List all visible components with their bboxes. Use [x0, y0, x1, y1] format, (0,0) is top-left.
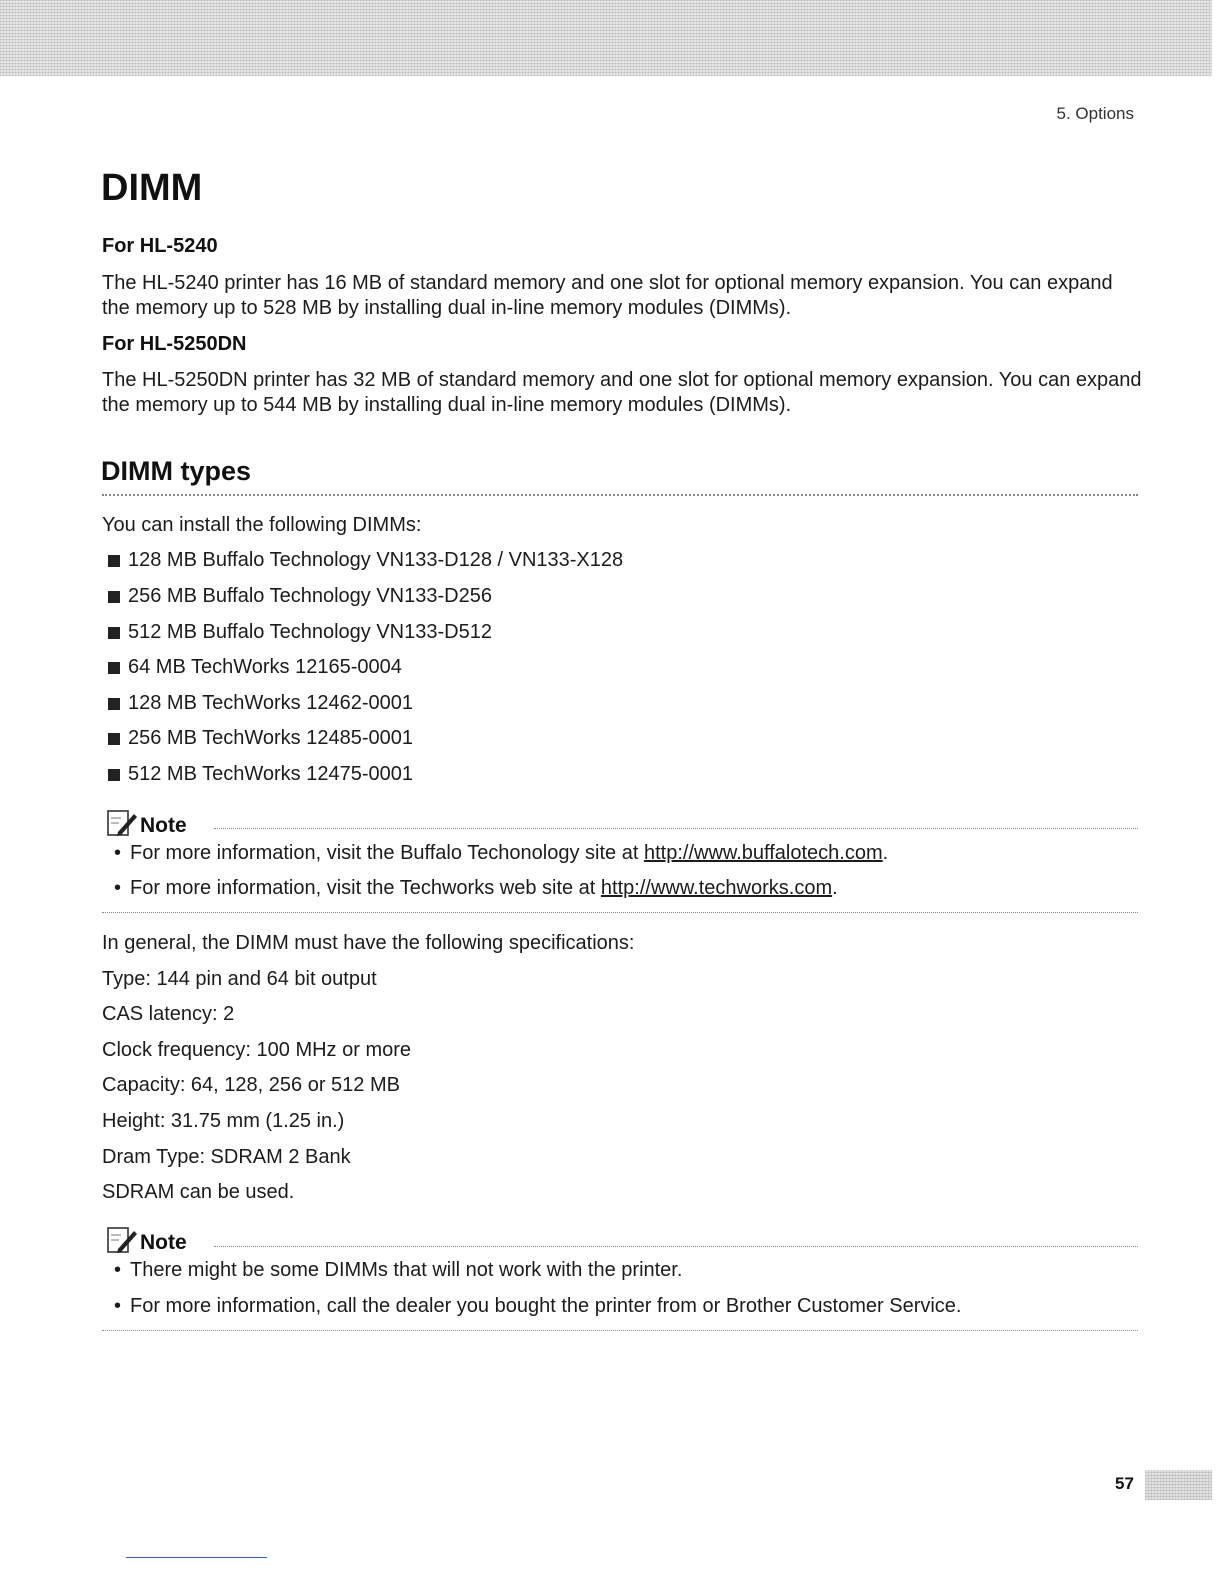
spec-line: Clock frequency: 100 MHz or more — [102, 1039, 412, 1061]
chapter-label: 5. Options — [1056, 104, 1134, 123]
spec-line: Dram Type: SDRAM 2 Bank — [102, 1146, 351, 1168]
list-item: 256 MB Buffalo Technology VN133-D256 — [108, 584, 492, 608]
spec-line: Type: 144 pin and 64 bit output — [102, 968, 377, 990]
spec-line: Height: 31.75 mm (1.25 in.) — [102, 1110, 345, 1132]
header-pattern-band — [0, 0, 1212, 76]
footer-rule — [126, 1557, 267, 1558]
note-header — [104, 1225, 187, 1255]
note-item: • For more information, call the dealer you bought the printer from or Brother Customer Service. — [114, 1295, 962, 1317]
note-label: Note — [140, 1231, 187, 1254]
spec-line: SDRAM can be used. — [102, 1181, 295, 1203]
note-item: • There might be some DIMMs that will not work with the printer. — [114, 1259, 683, 1281]
page-title: DIMM — [101, 167, 203, 209]
specs-intro: In general, the DIMM must have the following specifications: — [102, 932, 635, 954]
square-bullet-icon — [108, 555, 120, 567]
note-header — [104, 808, 187, 838]
square-bullet-icon — [108, 662, 120, 674]
techworks-link[interactable]: http://www.techworks.com — [600, 877, 833, 899]
note-dotted-rule — [214, 828, 1138, 829]
square-bullet-icon — [108, 591, 120, 603]
page-number: 57 — [1115, 1474, 1134, 1493]
page-tab-pattern — [1145, 1470, 1212, 1500]
note-label: Note — [140, 814, 187, 837]
square-bullet-icon — [108, 733, 120, 745]
hl5250dn-paragraph: The HL-5250DN printer has 32 MB of standard memory and one slot for optional memory expansion. You can expand the memory up to 544 MB by installing dual in-line memory modules (DIMMs). — [102, 369, 1142, 416]
list-item: 64 MB TechWorks 12165-0004 — [108, 655, 402, 679]
square-bullet-icon — [108, 698, 120, 710]
section-divider — [102, 494, 1138, 496]
hl5240-paragraph: The HL-5240 printer has 16 MB of standard memory and one slot for optional memory expansion. You can expand the memory up to 528 MB by installing dual in-line memory modules (DIMMs). — [102, 272, 1113, 319]
hl5240-heading: For HL-5240 — [102, 235, 218, 257]
note-pencil-icon — [104, 808, 138, 838]
dimm-types-heading: DIMM types — [101, 456, 252, 486]
square-bullet-icon — [108, 627, 120, 639]
list-item: 512 MB TechWorks 12475-0001 — [108, 762, 413, 786]
dimm-types-intro: You can install the following DIMMs: — [102, 514, 422, 536]
square-bullet-icon — [108, 769, 120, 781]
list-item: 128 MB Buffalo Technology VN133-D128 / VN133-X128 — [108, 548, 623, 572]
note-item: • For more information, visit the Buffalo Techonology site at http://www.buffalotech.com. — [114, 842, 889, 864]
list-item: 128 MB TechWorks 12462-0001 — [108, 691, 413, 715]
list-item: 512 MB Buffalo Technology VN133-D512 — [108, 620, 492, 644]
note-dotted-rule — [214, 1246, 1138, 1247]
note-end-rule — [102, 912, 1138, 913]
hl5250dn-heading: For HL-5250DN — [102, 333, 247, 355]
note-pencil-icon — [104, 1225, 138, 1255]
note-item: • For more information, visit the Techworks web site at http://www.techworks.com. — [114, 877, 838, 899]
buffalo-link[interactable]: http://www.buffalotech.com — [643, 842, 883, 864]
spec-line: Capacity: 64, 128, 256 or 512 MB — [102, 1074, 400, 1096]
note-end-rule — [102, 1330, 1138, 1331]
list-item: 256 MB TechWorks 12485-0001 — [108, 726, 413, 750]
spec-line: CAS latency: 2 — [102, 1003, 235, 1025]
